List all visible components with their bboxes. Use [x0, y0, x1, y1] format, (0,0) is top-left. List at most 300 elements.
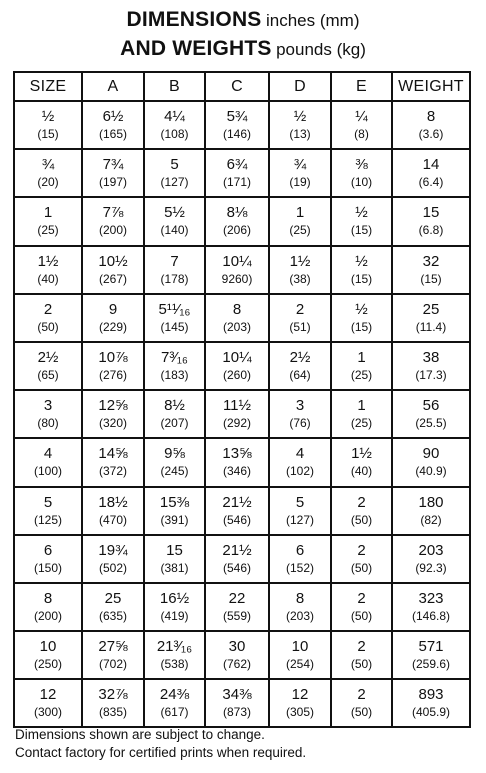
cell-b	[144, 631, 205, 679]
cell-inch-value: ½	[355, 204, 368, 222]
cell-inch-value: 1	[43, 204, 53, 222]
cell-inch-value: 6	[43, 541, 53, 559]
cell-a	[82, 197, 144, 245]
cell-d	[269, 535, 331, 583]
cell-a	[82, 583, 144, 631]
cell-metric-value: (15)	[350, 271, 373, 286]
cell-a	[82, 487, 144, 535]
cell-b	[144, 438, 205, 486]
cell-inch-value: 11½	[222, 397, 252, 415]
column-header-e: E	[331, 72, 392, 101]
cell-b	[144, 342, 205, 390]
cell-metric-value: (127)	[285, 512, 314, 527]
cell-metric-value: (178)	[160, 271, 189, 286]
table-row	[14, 197, 470, 245]
cell-metric-value: (250)	[33, 657, 62, 672]
cell-metric-value: (200)	[33, 608, 62, 623]
cell-inch-value: 2	[357, 589, 366, 607]
cell-metric-value: (50)	[350, 608, 373, 623]
cell-inch-value: 2½	[37, 349, 59, 367]
cell-metric-value: (64)	[289, 368, 311, 383]
cell-inch-value: 4¼	[164, 108, 185, 126]
cell-metric-value: (50)	[350, 657, 373, 672]
title-dimensions-unit: inches (mm)	[265, 11, 360, 30]
cell-inch-value: ⅜	[355, 156, 368, 174]
cell-weight	[392, 294, 470, 342]
cell-c	[205, 342, 269, 390]
cell-a	[82, 294, 144, 342]
cell-inch-value: ½	[355, 252, 368, 270]
cell-e	[331, 246, 392, 294]
column-header-c: C	[205, 72, 269, 101]
cell-size	[14, 487, 82, 535]
footer-line-1: Dimensions shown are subject to change.	[15, 727, 265, 742]
title-line-1	[0, 6, 486, 35]
cell-inch-value: 5¹¹⁄₁₆	[158, 300, 191, 318]
cell-inch-value: 7⅞	[102, 204, 124, 222]
cell-metric-value: (617)	[160, 705, 189, 720]
page-title	[0, 6, 486, 64]
cell-size	[14, 342, 82, 390]
cell-d	[269, 294, 331, 342]
cell-d	[269, 487, 331, 535]
cell-inch-value: 25	[422, 300, 440, 318]
cell-c	[205, 294, 269, 342]
cell-e	[331, 583, 392, 631]
cell-weight	[392, 390, 470, 438]
cell-inch-value: 2	[295, 300, 305, 318]
cell-c	[205, 487, 269, 535]
cell-inch-value: 7	[170, 252, 179, 270]
cell-e	[331, 342, 392, 390]
cell-metric-value: (206)	[222, 223, 251, 238]
cell-c	[205, 246, 269, 294]
cell-metric-value: (127)	[160, 175, 189, 190]
cell-metric-value: (372)	[98, 464, 127, 479]
table-row	[14, 679, 470, 727]
cell-metric-value: (305)	[285, 705, 314, 720]
cell-inch-value: 19¾	[98, 541, 128, 559]
cell-inch-value: 10¼	[222, 349, 252, 367]
cell-metric-value: (19)	[289, 175, 311, 190]
cell-inch-value: 3	[43, 397, 53, 415]
column-header-a: A	[82, 72, 144, 101]
cell-metric-value: (125)	[33, 512, 62, 527]
cell-metric-value: (40.9)	[415, 464, 447, 479]
cell-metric-value: (391)	[160, 512, 189, 527]
cell-inch-value: 25	[104, 589, 122, 607]
cell-size	[14, 246, 82, 294]
cell-metric-value: (50)	[350, 705, 373, 720]
cell-size	[14, 583, 82, 631]
cell-e	[331, 679, 392, 727]
cell-e	[331, 631, 392, 679]
cell-inch-value: 9⅝	[164, 445, 185, 463]
cell-a	[82, 390, 144, 438]
cell-weight	[392, 583, 470, 631]
cell-inch-value: 8	[426, 108, 436, 126]
cell-inch-value: 6½	[102, 108, 124, 126]
cell-metric-value: (873)	[222, 705, 251, 720]
title-weights: AND WEIGHTS	[120, 37, 272, 60]
column-header-b: B	[144, 72, 205, 101]
cell-inch-value: 12⅝	[98, 397, 128, 415]
table-header-row	[14, 72, 470, 101]
cell-metric-value: (346)	[222, 464, 251, 479]
cell-metric-value: (25)	[37, 223, 59, 238]
cell-metric-value: (292)	[222, 416, 251, 431]
cell-metric-value: (6.8)	[418, 223, 444, 238]
cell-weight	[392, 438, 470, 486]
cell-metric-value: (183)	[160, 368, 189, 383]
cell-metric-value: (197)	[98, 175, 127, 190]
cell-inch-value: 32⅞	[98, 686, 128, 704]
cell-inch-value: 7³⁄₁₆	[161, 349, 188, 367]
cell-inch-value: 7¾	[102, 156, 124, 174]
cell-inch-value: 2	[357, 638, 366, 656]
cell-inch-value: 571	[418, 638, 444, 656]
cell-size	[14, 535, 82, 583]
cell-metric-value: (15)	[420, 271, 442, 286]
cell-metric-value: (25)	[350, 416, 373, 431]
cell-inch-value: 90	[422, 445, 440, 463]
cell-inch-value: 9	[108, 300, 118, 318]
cell-e	[331, 197, 392, 245]
cell-inch-value: ½	[293, 108, 307, 126]
cell-inch-value: ¾	[293, 156, 307, 174]
cell-metric-value: (65)	[37, 368, 59, 383]
table-row	[14, 246, 470, 294]
cell-weight	[392, 342, 470, 390]
cell-e	[331, 390, 392, 438]
cell-metric-value: (502)	[98, 560, 127, 575]
cell-size	[14, 438, 82, 486]
cell-inch-value: 5½	[164, 204, 185, 222]
cell-a	[82, 246, 144, 294]
cell-metric-value: (80)	[37, 416, 59, 431]
footer-note	[15, 726, 306, 762]
cell-metric-value: (15)	[350, 319, 373, 334]
cell-e	[331, 149, 392, 197]
cell-a	[82, 101, 144, 149]
cell-inch-value: 6	[295, 541, 305, 559]
cell-metric-value: (267)	[98, 271, 127, 286]
cell-c	[205, 631, 269, 679]
cell-b	[144, 149, 205, 197]
cell-metric-value: 9260)	[221, 271, 253, 286]
cell-inch-value: 5¾	[226, 108, 248, 126]
cell-weight	[392, 246, 470, 294]
cell-metric-value: (260)	[222, 368, 251, 383]
cell-inch-value: 16½	[159, 589, 190, 607]
cell-metric-value: (15)	[350, 223, 373, 238]
cell-metric-value: (40)	[37, 271, 59, 286]
cell-metric-value: (702)	[98, 657, 127, 672]
cell-metric-value: (538)	[160, 657, 189, 672]
cell-metric-value: (470)	[98, 512, 127, 527]
cell-size	[14, 679, 82, 727]
cell-metric-value: (92.3)	[415, 560, 447, 575]
cell-inch-value: 10	[291, 638, 309, 656]
table-row	[14, 438, 470, 486]
cell-metric-value: (320)	[98, 416, 127, 431]
cell-weight	[392, 631, 470, 679]
cell-e	[331, 438, 392, 486]
cell-d	[269, 149, 331, 197]
title-weights-unit: pounds (kg)	[276, 40, 366, 59]
cell-weight	[392, 535, 470, 583]
cell-b	[144, 101, 205, 149]
cell-d	[269, 583, 331, 631]
cell-inch-value: 4	[295, 445, 305, 463]
cell-metric-value: (229)	[98, 319, 127, 334]
cell-a	[82, 535, 144, 583]
cell-inch-value: 8	[232, 300, 242, 318]
cell-c	[205, 390, 269, 438]
cell-d	[269, 246, 331, 294]
cell-inch-value: 18½	[98, 493, 128, 511]
cell-metric-value: (15)	[37, 127, 59, 142]
cell-inch-value: 24⅜	[159, 686, 190, 704]
cell-inch-value: 2	[357, 493, 366, 511]
cell-metric-value: (10)	[350, 175, 373, 190]
cell-inch-value: 5	[170, 156, 179, 174]
cell-metric-value: (381)	[160, 560, 189, 575]
cell-c	[205, 679, 269, 727]
cell-metric-value: (171)	[222, 175, 251, 190]
cell-inch-value: 15	[166, 541, 183, 559]
cell-b	[144, 246, 205, 294]
column-header-weight: WEIGHT	[392, 72, 470, 101]
table-row	[14, 487, 470, 535]
cell-a	[82, 438, 144, 486]
cell-b	[144, 535, 205, 583]
cell-weight	[392, 101, 470, 149]
cell-inch-value: 13⅝	[222, 445, 252, 463]
cell-inch-value: 4	[43, 445, 53, 463]
cell-size	[14, 197, 82, 245]
cell-metric-value: (76)	[289, 416, 311, 431]
cell-metric-value: (146)	[222, 127, 251, 142]
cell-d	[269, 679, 331, 727]
cell-metric-value: (207)	[160, 416, 189, 431]
cell-inch-value: 3	[295, 397, 305, 415]
cell-metric-value: (8)	[354, 127, 369, 142]
cell-a	[82, 679, 144, 727]
cell-metric-value: (108)	[160, 127, 189, 142]
cell-d	[269, 342, 331, 390]
cell-a	[82, 631, 144, 679]
cell-a	[82, 342, 144, 390]
cell-inch-value: 8	[295, 589, 305, 607]
cell-d	[269, 197, 331, 245]
cell-inch-value: 12	[291, 686, 309, 704]
table-row	[14, 294, 470, 342]
cell-inch-value: 6¾	[226, 156, 248, 174]
cell-inch-value: 1	[295, 204, 305, 222]
cell-d	[269, 101, 331, 149]
cell-inch-value: 22	[228, 589, 246, 607]
cell-inch-value: 15	[422, 204, 440, 222]
cell-metric-value: (100)	[33, 464, 62, 479]
cell-metric-value: (13)	[289, 127, 311, 142]
cell-metric-value: (40)	[350, 464, 373, 479]
cell-inch-value: 8⅛	[226, 204, 248, 222]
cell-d	[269, 438, 331, 486]
cell-b	[144, 294, 205, 342]
cell-metric-value: (245)	[160, 464, 189, 479]
cell-inch-value: 203	[418, 541, 444, 559]
cell-inch-value: ¾	[41, 156, 55, 174]
cell-inch-value: 323	[418, 589, 444, 607]
table-row	[14, 631, 470, 679]
cell-metric-value: (835)	[98, 705, 127, 720]
cell-metric-value: (140)	[160, 223, 189, 238]
cell-inch-value: 180	[418, 493, 444, 511]
table-body	[14, 101, 470, 727]
cell-inch-value: 21½	[222, 493, 252, 511]
cell-inch-value: 14⅝	[98, 445, 128, 463]
column-header-d: D	[269, 72, 331, 101]
cell-metric-value: (50)	[37, 319, 59, 334]
table-row	[14, 101, 470, 149]
cell-inch-value: 10¼	[222, 252, 252, 270]
cell-inch-value: 21½	[222, 541, 252, 559]
cell-weight	[392, 149, 470, 197]
table-row	[14, 342, 470, 390]
cell-metric-value: (3.6)	[418, 127, 444, 142]
cell-inch-value: 5	[295, 493, 305, 511]
title-line-2	[0, 35, 486, 64]
cell-inch-value: 10⅞	[98, 349, 128, 367]
cell-weight	[392, 487, 470, 535]
cell-a	[82, 149, 144, 197]
cell-metric-value: (145)	[160, 319, 189, 334]
dimensions-table	[13, 71, 471, 728]
cell-metric-value: (146.8)	[411, 608, 451, 623]
cell-d	[269, 631, 331, 679]
cell-inch-value: 8	[43, 589, 53, 607]
cell-metric-value: (559)	[222, 608, 251, 623]
cell-metric-value: (203)	[222, 319, 251, 334]
cell-inch-value: 27⅝	[98, 638, 128, 656]
cell-inch-value: 893	[418, 686, 444, 704]
cell-inch-value: 1½	[37, 252, 59, 270]
cell-inch-value: 15⅜	[159, 493, 190, 511]
cell-metric-value: (254)	[285, 657, 314, 672]
footer-line-2: Contact factory for certified prints when required.	[15, 745, 307, 760]
cell-c	[205, 197, 269, 245]
cell-metric-value: (165)	[98, 127, 127, 142]
cell-inch-value: 1	[357, 349, 366, 367]
title-dimensions: DIMENSIONS	[126, 8, 262, 31]
cell-size	[14, 631, 82, 679]
cell-metric-value: (150)	[33, 560, 62, 575]
cell-inch-value: ¼	[355, 108, 368, 126]
cell-metric-value: (300)	[33, 705, 62, 720]
cell-c	[205, 583, 269, 631]
cell-metric-value: (38)	[289, 271, 311, 286]
cell-metric-value: (51)	[289, 319, 311, 334]
cell-metric-value: (102)	[285, 464, 314, 479]
cell-metric-value: (419)	[160, 608, 189, 623]
cell-inch-value: ½	[41, 108, 55, 126]
cell-inch-value: 21³⁄₁₆	[156, 638, 193, 656]
cell-inch-value: 10½	[98, 252, 128, 270]
cell-c	[205, 535, 269, 583]
cell-b	[144, 679, 205, 727]
cell-inch-value: 2	[357, 541, 366, 559]
cell-c	[205, 101, 269, 149]
cell-size	[14, 149, 82, 197]
table-row	[14, 535, 470, 583]
table-row	[14, 390, 470, 438]
cell-metric-value: (546)	[222, 560, 251, 575]
cell-metric-value: (405.9)	[411, 705, 451, 720]
cell-e	[331, 535, 392, 583]
cell-weight	[392, 679, 470, 727]
cell-c	[205, 438, 269, 486]
cell-metric-value: (635)	[98, 608, 127, 623]
cell-inch-value: 2	[357, 686, 366, 704]
cell-inch-value: 34⅜	[222, 686, 252, 704]
cell-size	[14, 101, 82, 149]
cell-inch-value: 30	[228, 638, 246, 656]
cell-c	[205, 149, 269, 197]
cell-b	[144, 583, 205, 631]
cell-inch-value: 56	[422, 397, 440, 415]
cell-metric-value: (11.4)	[415, 319, 447, 334]
cell-b	[144, 197, 205, 245]
cell-inch-value: 5	[43, 493, 53, 511]
cell-size	[14, 390, 82, 438]
cell-inch-value: 14	[422, 156, 440, 174]
cell-inch-value: 2½	[289, 349, 311, 367]
cell-metric-value: (6.4)	[418, 175, 444, 190]
cell-metric-value: (50)	[350, 560, 373, 575]
cell-inch-value: 8½	[164, 397, 185, 415]
cell-metric-value: (152)	[285, 560, 314, 575]
cell-inch-value: 12	[39, 686, 57, 704]
cell-metric-value: (259.6)	[411, 657, 451, 672]
cell-metric-value: (50)	[350, 512, 373, 527]
table-row	[14, 149, 470, 197]
cell-metric-value: (200)	[98, 223, 127, 238]
table-row	[14, 583, 470, 631]
cell-inch-value: ½	[355, 300, 368, 318]
cell-metric-value: (25.5)	[415, 416, 447, 431]
cell-metric-value: (82)	[420, 512, 442, 527]
cell-d	[269, 390, 331, 438]
cell-b	[144, 487, 205, 535]
column-header-size: SIZE	[14, 72, 82, 101]
cell-inch-value: 32	[422, 252, 440, 270]
cell-inch-value: 38	[422, 349, 440, 367]
cell-metric-value: (17.3)	[415, 368, 447, 383]
cell-inch-value: 2	[43, 300, 53, 318]
cell-metric-value: (276)	[98, 368, 127, 383]
cell-b	[144, 390, 205, 438]
cell-metric-value: (762)	[222, 657, 251, 672]
cell-inch-value: 1	[357, 397, 366, 415]
cell-inch-value: 1½	[351, 445, 372, 463]
cell-metric-value: (20)	[37, 175, 59, 190]
cell-metric-value: (25)	[289, 223, 311, 238]
cell-e	[331, 294, 392, 342]
cell-inch-value: 10	[39, 638, 57, 656]
cell-metric-value: (546)	[222, 512, 251, 527]
cell-metric-value: (25)	[350, 368, 373, 383]
